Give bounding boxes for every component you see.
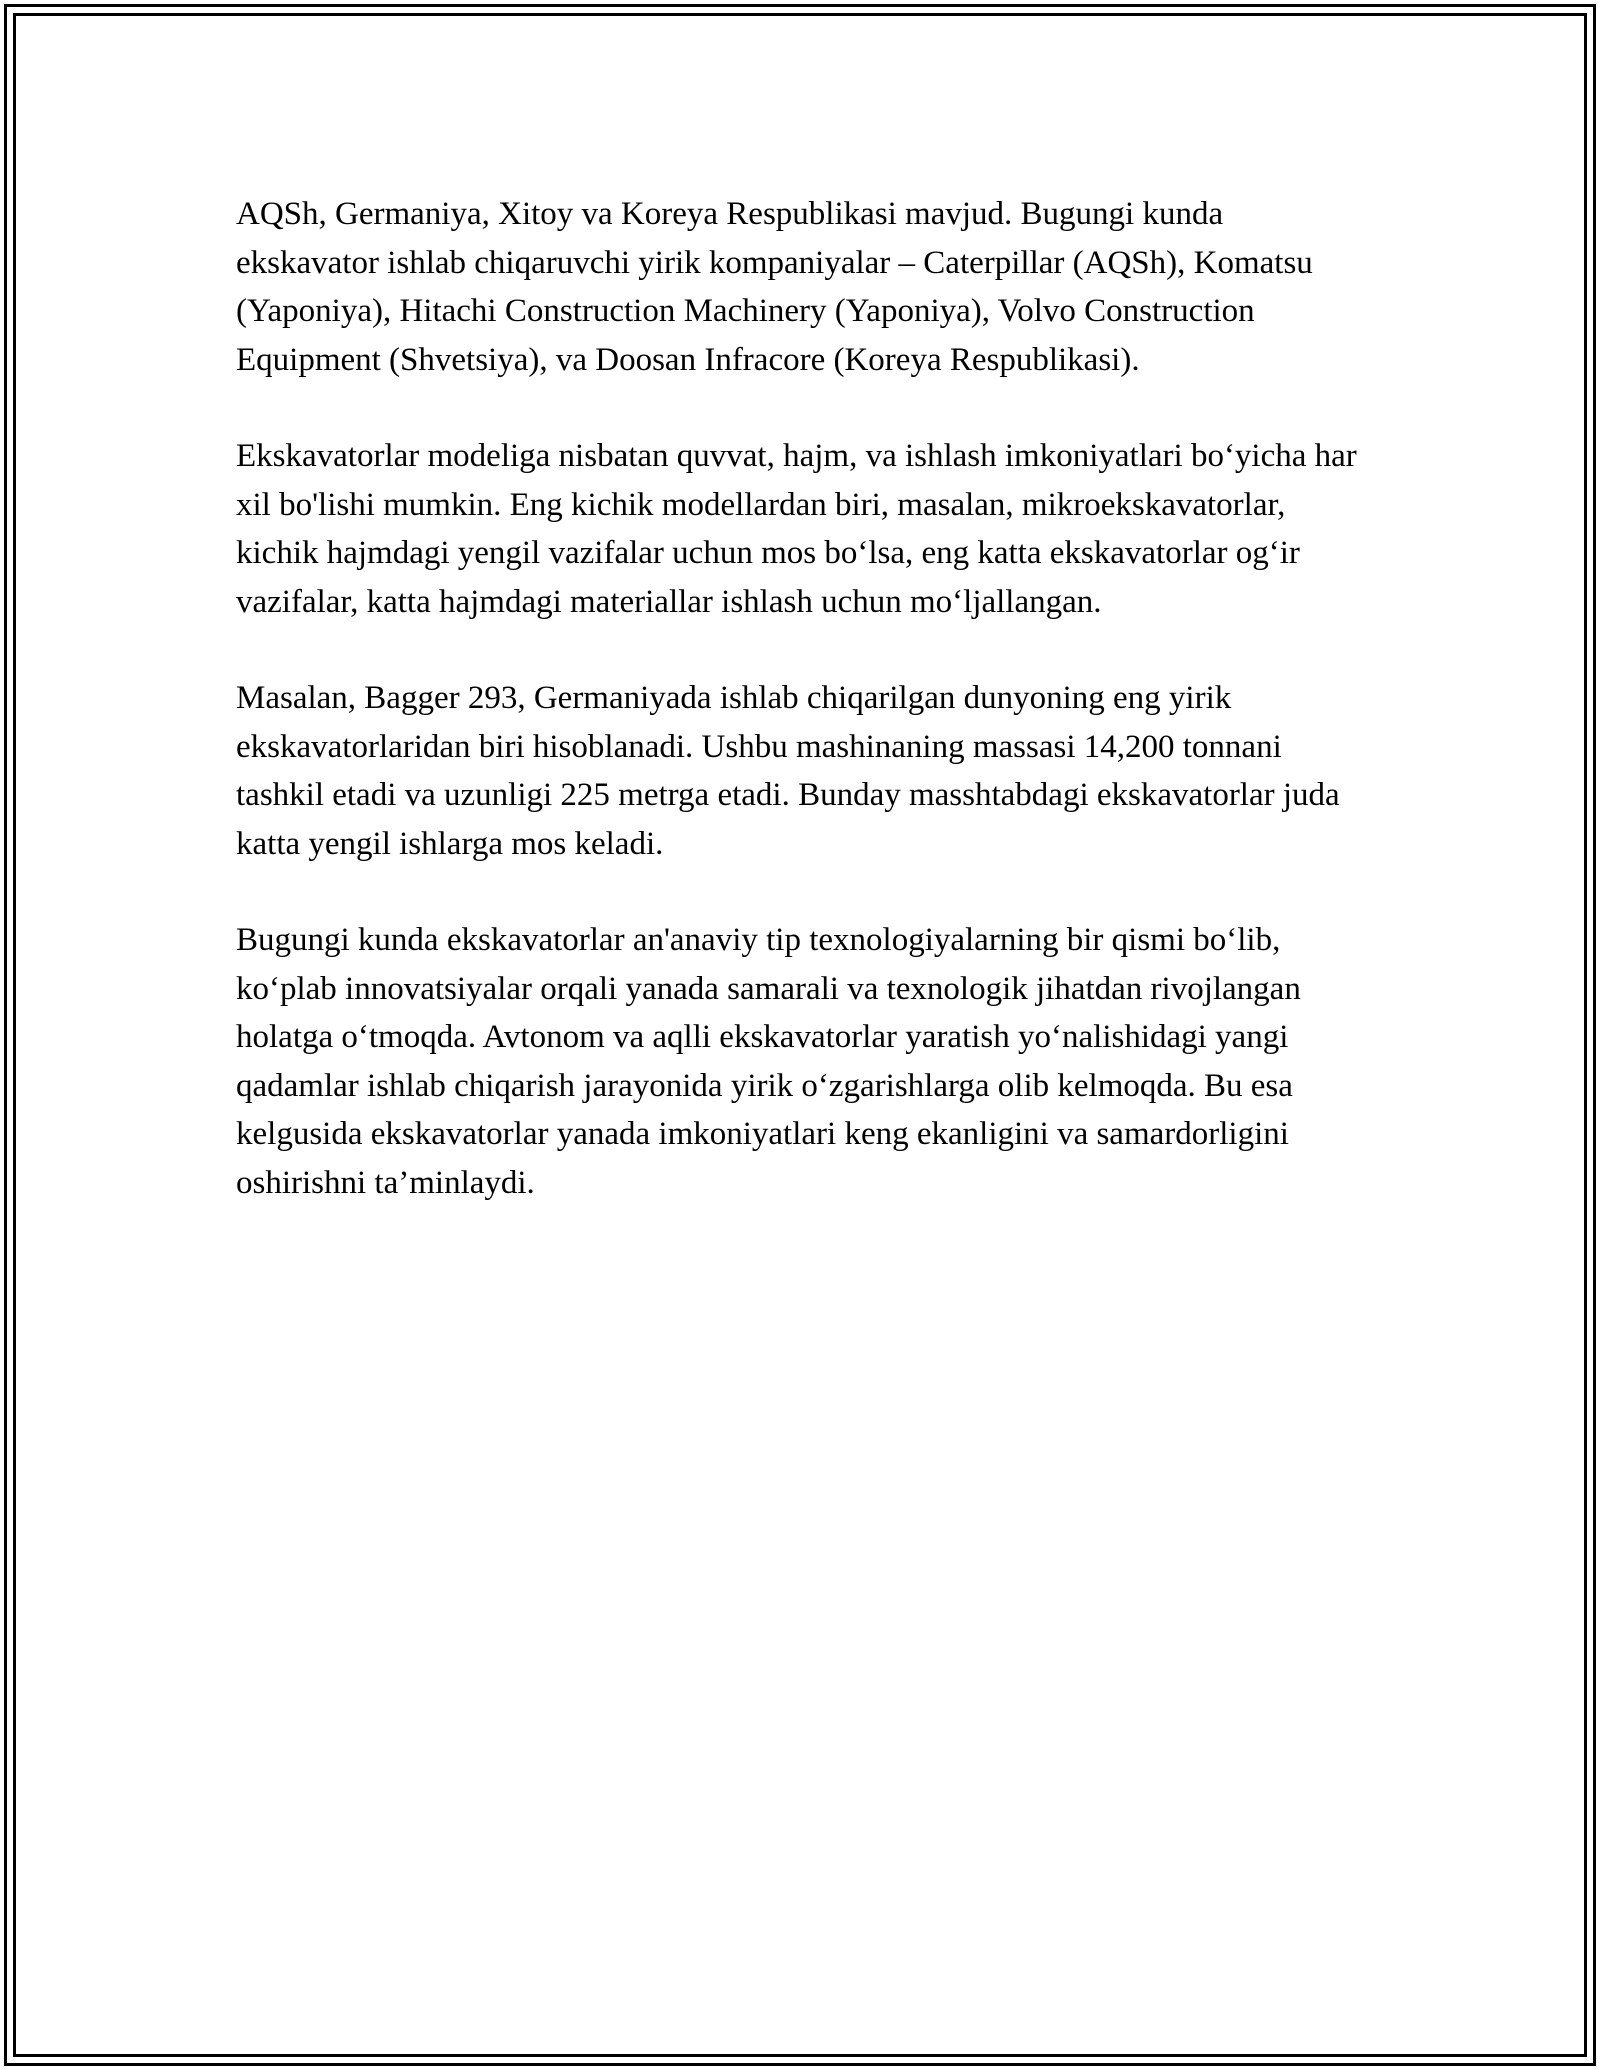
paragraph-2: Ekskavatorlar modeliga nisbatan quvvat, hajm, va ishlash imkoniyatlari bo‘yicha har xil bo'lishi mumkin. Eng kichik modellardan biri, masalan, mikroekskavatorlar, kichik hajmdagi yengil vazifalar uchun mos bo‘lsa, eng katta ekskavatorlar og‘ir vazifalar, katta hajmdagi materiallar ishlash uchun mo‘ljallangan. xyxy=(236,438,1357,620)
document-body xyxy=(236,190,1366,1207)
paragraph-4: Bugungi kunda ekskavatorlar an'anaviy tip texnologiyalarning bir qismi bo‘lib, ko‘plab innovatsiyalar orqali yanada samarali va texnologik jihatdan rivojlangan holatga o‘tmoqda. Avtonom va aqlli ekskavatorlar yaratish yo‘nalishidagi yangi qadamlar ishlab chiqarish jarayonida yirik o‘zgarishlarga olib kelmoqda. Bu esa kelgusida ekskavatorlar yanada imkoniyatlari keng ekanligini va samardorligini oshirishni ta’minlaydi. xyxy=(236,922,1301,1201)
paragraph-3: Masalan, Bagger 293, Germaniyada ishlab chiqarilgan dunyoning eng yirik ekskavatorlaridan biri hisoblanadi. Ushbu mashinaning massasi 14,200 tonnani tashkil etadi va uzunligi 225 metrga etadi. Bunday masshtabdagi ekskavatorlar juda katta yengil ishlarga mos keladi. xyxy=(236,680,1340,862)
paragraph-1: AQSh, Germaniya, Xitoy va Koreya Respublikasi mavjud. Bugungi kunda ekskavator ishlab chiqaruvchi yirik kompaniyalar – Caterpillar (AQSh), Komatsu (Yaponiya), Hitachi Construction Machinery (Yaponiya), Volvo Construction Equipment (Shvetsiya), va Doosan Infracore (Koreya Respublikasi). xyxy=(236,196,1313,378)
